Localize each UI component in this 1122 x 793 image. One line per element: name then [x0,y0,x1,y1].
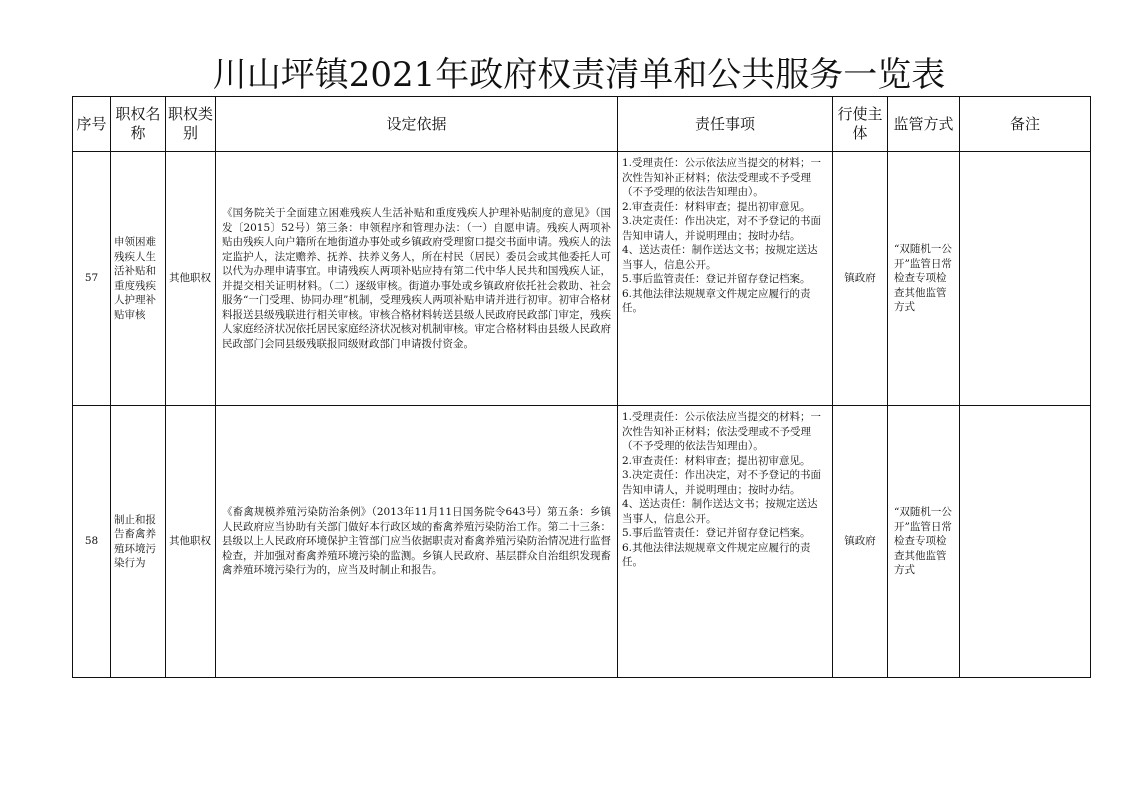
responsibility-item: 2.审查责任：材料审查；提出初审意见。 [622,454,811,467]
responsibility-item: 3.决定责任：作出决定，对不予登记的书面告知申请人，并说明理由；按时办结。 [622,215,822,242]
responsibility-item: 5.事后监管责任：登记并留存登记档案。 [622,527,811,539]
responsibility-item: 6.其他法律法规规章文件规定应履行的责任。 [622,287,811,314]
table-row [73,406,1091,678]
cell-basis: 《畜禽规模养殖污染防治条例》（2013年11月11日国务院令643号）第五条：乡镇人民政府应当协助有关部门做好本行政区域的畜禽养殖污染防治工作。第二十三条：县级以上人民政府环境保护主管部门应当依据职责对畜禽养殖污染防治情况进行监督检查，并加强对畜禽养殖环境污染的监测。乡镇人民政府、基层群众自治组织发现畜禽养殖环境污染行为的，应当及时制止和报告。 [216,406,618,678]
responsibility-item: 4、送达责任：制作送达文书；按规定送达当事人，信息公开。 [622,244,818,271]
page-title: 川山坪镇2021年政府权责清单和公共服务一览表 [212,55,946,95]
header-basis: 设定依据 [216,97,618,152]
cell-remarks [960,152,1091,406]
table-row [73,152,1091,406]
cell-responsibility [618,152,833,406]
cell-name: 制止和报告畜禽养殖环境污染行为 [111,406,166,678]
cell-name: 申领困难残疾人生活补贴和重度残疾人护理补贴审核 [111,152,166,406]
header-subject: 行使主体 [833,97,888,152]
cell-supervision: “双随机一公开”监管日常检查专项检查其他监管方式 [888,152,960,406]
responsibility-item: 6.其他法律法规规章文件规定应履行的责任。 [622,541,811,568]
responsibility-item: 1.受理责任：公示依法应当提交的材料；一次性告知补正材料；依法受理或不予受理（不予受理的依法告知理由）。 [622,411,822,452]
authority-table [72,96,1091,678]
responsibility-item: 2.审查责任：材料审查；提出初审意见。 [622,200,811,213]
header-category: 职权类别 [166,97,216,152]
responsibility-item: 1.受理责任：公示依法应当提交的材料；一次性告知补正材料；依法受理或不予受理（不予受理的依法告知理由）。 [622,157,822,198]
header-responsibility: 责任事项 [618,97,833,152]
cell-supervision: “双随机一公开”监管日常检查专项检查其他监管方式 [888,406,960,678]
cell-subject: 镇政府 [833,152,888,406]
cell-basis: 《国务院关于全面建立困难残疾人生活补贴和重度残疾人护理补贴制度的意见》（国发〔2015〕52号）第三条：申领程序和管理办法：（一）自愿申请。残疾人两项补贴由残疾人向户籍所在地街道办事处或乡镇政府受理窗口提交书面申请。残疾人的法定监护人，法定赡养、抚养、扶养义务人，所在村民（居民）委员会或其他委托人可以代为办理申请事宜。申请残疾人两项补贴应持有第二代中华人民共和国残疾人证，并提交相关证明材料。（二）逐级审核。街道办事处或乡镇政府依托社会救助、社会服务“一门受理、协同办理”机制，受理残疾人两项补贴申请并进行初审。初审合格材料报送县级残联进行相关审核。审核合格材料转送县级人民政府民政部门审定，残疾人家庭经济状况依托居民家庭经济状况核对机制审核。审定合格材料由县级人民政府民政部门会同县级残联报同级财政部门申请拨付资金。 [216,152,618,406]
cell-subject: 镇政府 [833,406,888,678]
cell-category: 其他职权 [166,406,216,678]
header-seq: 序号 [73,97,111,152]
cell-remarks [960,406,1091,678]
cell-seq: 57 [73,152,111,406]
responsibility-item: 5.事后监管责任：登记并留存登记档案。 [622,273,811,285]
header-name: 职权名称 [111,97,166,152]
cell-responsibility [618,406,833,678]
header-supervision: 监管方式 [888,97,960,152]
cell-seq: 58 [73,406,111,678]
header-remarks: 备注 [960,97,1091,152]
cell-category: 其他职权 [166,152,216,406]
table-header-row [73,97,1091,152]
responsibility-item: 4、送达责任：制作送达文书；按规定送达当事人，信息公开。 [622,498,818,525]
responsibility-item: 3.决定责任：作出决定，对不予登记的书面告知申请人，并说明理由；按时办结。 [622,469,822,496]
